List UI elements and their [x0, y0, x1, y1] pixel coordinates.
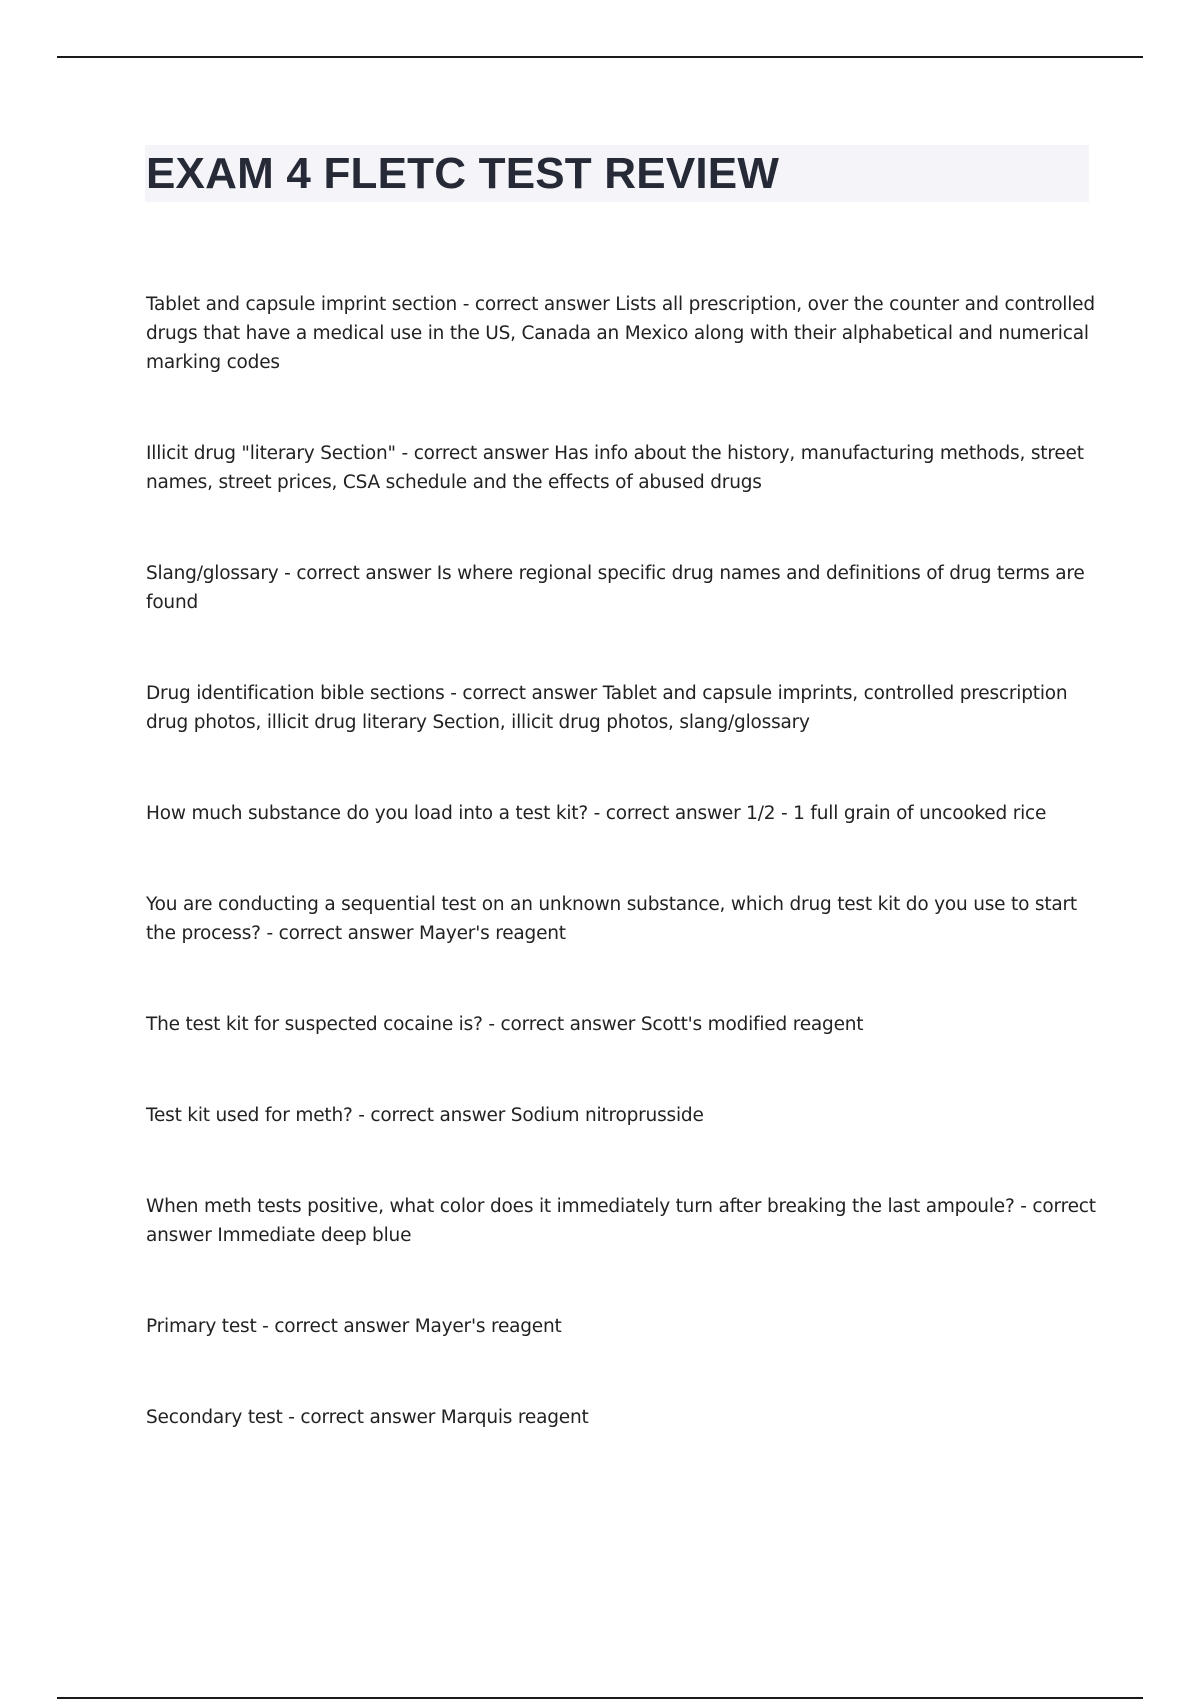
answer-text: Mayer's reagent: [414, 1316, 562, 1337]
question-text: Primary test: [146, 1316, 257, 1337]
qa-item: [146, 679, 1096, 737]
question-text: You are conducting a sequential test on an unknown substance, which drug test kit do you use to start the process?: [146, 894, 1077, 944]
qa-item: [146, 1192, 1096, 1250]
qa-item: [146, 559, 1096, 617]
answer-separator: - correct answer: [587, 803, 747, 824]
top-rule: [57, 56, 1143, 58]
qa-item: [146, 1101, 1096, 1130]
answer-text: Is where regional specific drug names and definitions of drug terms are found: [146, 563, 1085, 613]
answer-text: Tablet and capsule imprints, controlled prescription drug photos, illicit drug literary Section, illicit drug photos, slang/glossary: [146, 683, 1068, 733]
answer-separator: - correct answer: [352, 1105, 511, 1126]
answer-text: Marquis reagent: [440, 1407, 589, 1428]
qa-item: [146, 439, 1096, 497]
document-title: EXAM 4 FLETC TEST REVIEW: [146, 149, 780, 198]
bottom-rule: [57, 1697, 1143, 1699]
qa-item: [146, 1312, 1096, 1341]
question-text: Drug identification bible sections: [146, 683, 445, 704]
question-text: Tablet and capsule imprint section: [146, 294, 458, 315]
qa-item: [146, 290, 1096, 377]
answer-separator: - correct answer: [482, 1014, 641, 1035]
answer-separator: - correct answer: [146, 1196, 1096, 1246]
answer-separator: - correct answer: [282, 1407, 441, 1428]
question-text: Secondary test: [146, 1407, 283, 1428]
answer-text: Immediate deep blue: [217, 1225, 412, 1246]
qa-item: [146, 1403, 1096, 1432]
answer-text: 1/2 - 1 full grain of uncooked rice: [746, 803, 1047, 824]
answer-separator: - correct answer: [256, 1316, 415, 1337]
answer-text: Mayer's reagent: [418, 923, 566, 944]
answer-text: Sodium nitroprusside: [510, 1105, 704, 1126]
answer-text: Scott's modified reagent: [640, 1014, 864, 1035]
qa-item: [146, 890, 1096, 948]
question-text: Slang/glossary: [146, 563, 279, 584]
question-text: Illicit drug "literary Section": [146, 443, 396, 464]
answer-separator: - correct answer: [457, 294, 616, 315]
answer-separator: - correct answer: [395, 443, 555, 464]
question-text: When meth tests positive, what color does it immediately turn after breaking the last ampoule?: [146, 1196, 1015, 1217]
qa-item: [146, 1010, 1096, 1039]
question-text: How much substance do you load into a test kit?: [146, 803, 588, 824]
question-text: Test kit used for meth?: [146, 1105, 353, 1126]
answer-separator: - correct answer: [278, 563, 437, 584]
answer-text: Lists all prescription, over the counter and controlled drugs that have a medical use in the US, Canada an Mexico along with their alphabetical and numerical marking codes: [146, 294, 1095, 373]
answer-separator: - correct answer: [260, 923, 419, 944]
qa-item: [146, 799, 1096, 828]
answer-text: Has info about the history, manufacturing methods, street names, street prices, CSA schedule and the effects of abused drugs: [146, 443, 1084, 493]
answer-separator: - correct answer: [444, 683, 603, 704]
question-text: The test kit for suspected cocaine is?: [146, 1014, 483, 1035]
